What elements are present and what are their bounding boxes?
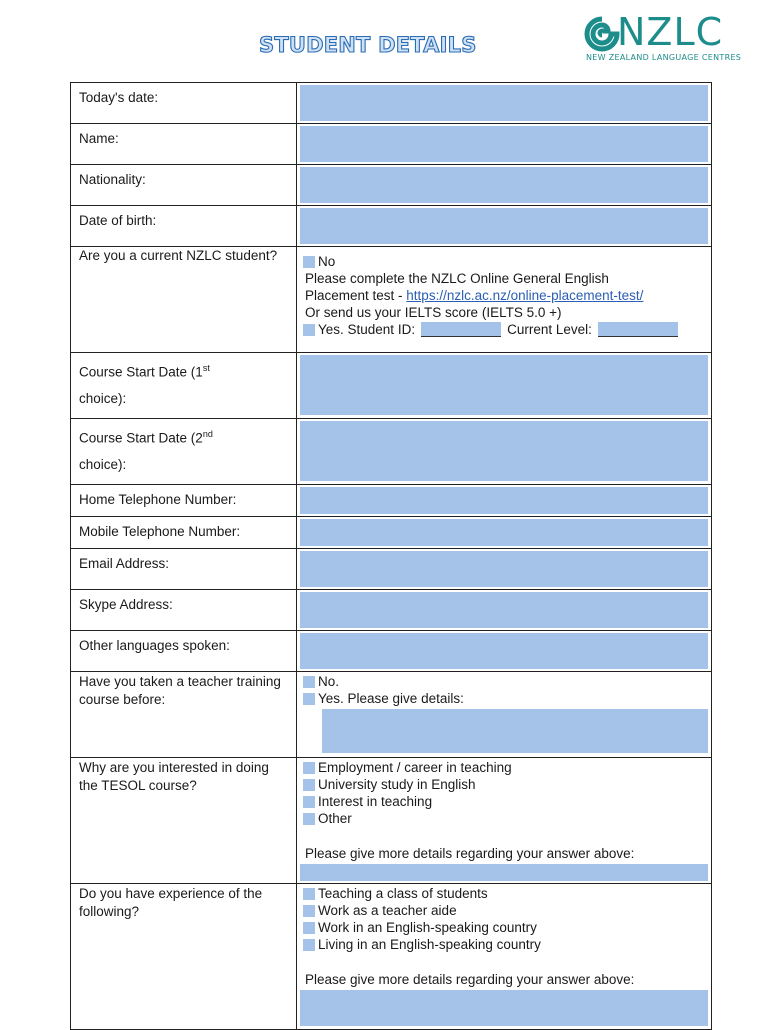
row-languages [71, 631, 712, 672]
row-experience [71, 884, 712, 1030]
current-student-yes-option[interactable]: Yes. Student ID: Current Level: [303, 321, 708, 338]
start-date-1-field[interactable] [300, 355, 708, 415]
experience-details-field[interactable] [300, 990, 708, 1026]
teacher-training-details-field[interactable] [322, 709, 708, 753]
row-todays-date [71, 83, 712, 124]
start-date-2-field[interactable] [300, 421, 708, 481]
logo-subtext: NEW ZEALAND LANGUAGE CENTRES [586, 53, 742, 62]
checkbox[interactable] [303, 256, 315, 268]
experience-details-prompt: Please give more details regarding your answer above: [305, 972, 635, 987]
mobile-phone-field[interactable] [300, 519, 708, 546]
swirl-icon [584, 16, 620, 52]
nationality-field[interactable] [300, 167, 708, 203]
label-name: Name: [71, 124, 297, 165]
label-start-date-2: Course Start Date (2nd choice): [71, 419, 297, 485]
why-details-field[interactable] [300, 864, 708, 881]
label-skype: Skype Address: [71, 590, 297, 631]
experience-option-work-abroad[interactable]: Work in an English-speaking country [303, 919, 708, 936]
checkbox[interactable] [303, 762, 315, 774]
logo-text: NZLC [617, 10, 724, 54]
checkbox[interactable] [303, 888, 315, 900]
label-dob: Date of birth: [71, 206, 297, 247]
checkbox[interactable] [303, 693, 315, 705]
why-option-university[interactable]: University study in English [303, 776, 708, 793]
row-current-student [71, 247, 712, 353]
teacher-training-no-option[interactable]: No. [303, 673, 708, 690]
why-option-employment[interactable]: Employment / career in teaching [303, 759, 708, 776]
row-start-date-1 [71, 353, 712, 419]
student-id-field[interactable] [421, 322, 501, 337]
checkbox[interactable] [303, 939, 315, 951]
label-nationality: Nationality: [71, 165, 297, 206]
current-level-field[interactable] [598, 322, 678, 337]
row-name [71, 124, 712, 165]
current-student-no-option[interactable]: No [303, 253, 708, 270]
label-mobile-phone: Mobile Telephone Number: [71, 517, 297, 549]
label-why-tesol: Why are you interested in doing the TESOL course? [71, 758, 297, 884]
dob-field[interactable] [300, 208, 708, 244]
placement-line: Placement test - https://nzlc.ac.nz/online-placement-test/ [305, 288, 644, 303]
checkbox[interactable] [303, 905, 315, 917]
home-phone-field[interactable] [300, 487, 708, 514]
experience-option-teaching[interactable]: Teaching a class of students [303, 885, 708, 902]
placement-instructions: Please complete the NZLC Online General English [305, 271, 609, 286]
todays-date-field[interactable] [300, 85, 708, 121]
checkbox[interactable] [303, 779, 315, 791]
label-teacher-training: Have you taken a teacher training course before: [71, 672, 297, 758]
label-languages: Other languages spoken: [71, 631, 297, 672]
name-field[interactable] [300, 126, 708, 162]
teacher-training-yes-option[interactable]: Yes. Please give details: [303, 690, 708, 707]
experience-option-aide[interactable]: Work as a teacher aide [303, 902, 708, 919]
label-current-student: Are you a current NZLC student? [71, 247, 297, 353]
row-start-date-2 [71, 419, 712, 485]
row-skype [71, 590, 712, 631]
checkbox[interactable] [303, 813, 315, 825]
row-teacher-training [71, 672, 712, 758]
checkbox[interactable] [303, 922, 315, 934]
checkbox[interactable] [303, 324, 315, 336]
skype-field[interactable] [300, 592, 708, 628]
row-dob [71, 206, 712, 247]
languages-field[interactable] [300, 633, 708, 669]
why-details-prompt: Please give more details regarding your answer above: [305, 846, 635, 861]
row-home-phone [71, 485, 712, 517]
label-todays-date: Today's date: [71, 83, 297, 124]
label-experience: Do you have experience of the following? [71, 884, 297, 1030]
row-nationality [71, 165, 712, 206]
why-option-interest[interactable]: Interest in teaching [303, 793, 708, 810]
row-email [71, 549, 712, 590]
page-title: STUDENT DETAILS [259, 33, 477, 57]
email-field[interactable] [300, 551, 708, 587]
label-email: Email Address: [71, 549, 297, 590]
student-details-table [70, 82, 712, 1030]
ielts-note: Or send us your IELTS score (IELTS 5.0 +) [305, 305, 562, 320]
checkbox[interactable] [303, 796, 315, 808]
checkbox[interactable] [303, 676, 315, 688]
why-option-other[interactable]: Other [303, 810, 708, 827]
placement-test-link[interactable]: https://nzlc.ac.nz/online-placement-test/ [406, 288, 644, 303]
label-home-phone: Home Telephone Number: [71, 485, 297, 517]
row-why-tesol [71, 758, 712, 884]
row-mobile-phone [71, 517, 712, 549]
label-start-date-1: Course Start Date (1st choice): [71, 353, 297, 419]
experience-option-living-abroad[interactable]: Living in an English-speaking country [303, 936, 708, 953]
nzlc-logo [584, 12, 744, 66]
